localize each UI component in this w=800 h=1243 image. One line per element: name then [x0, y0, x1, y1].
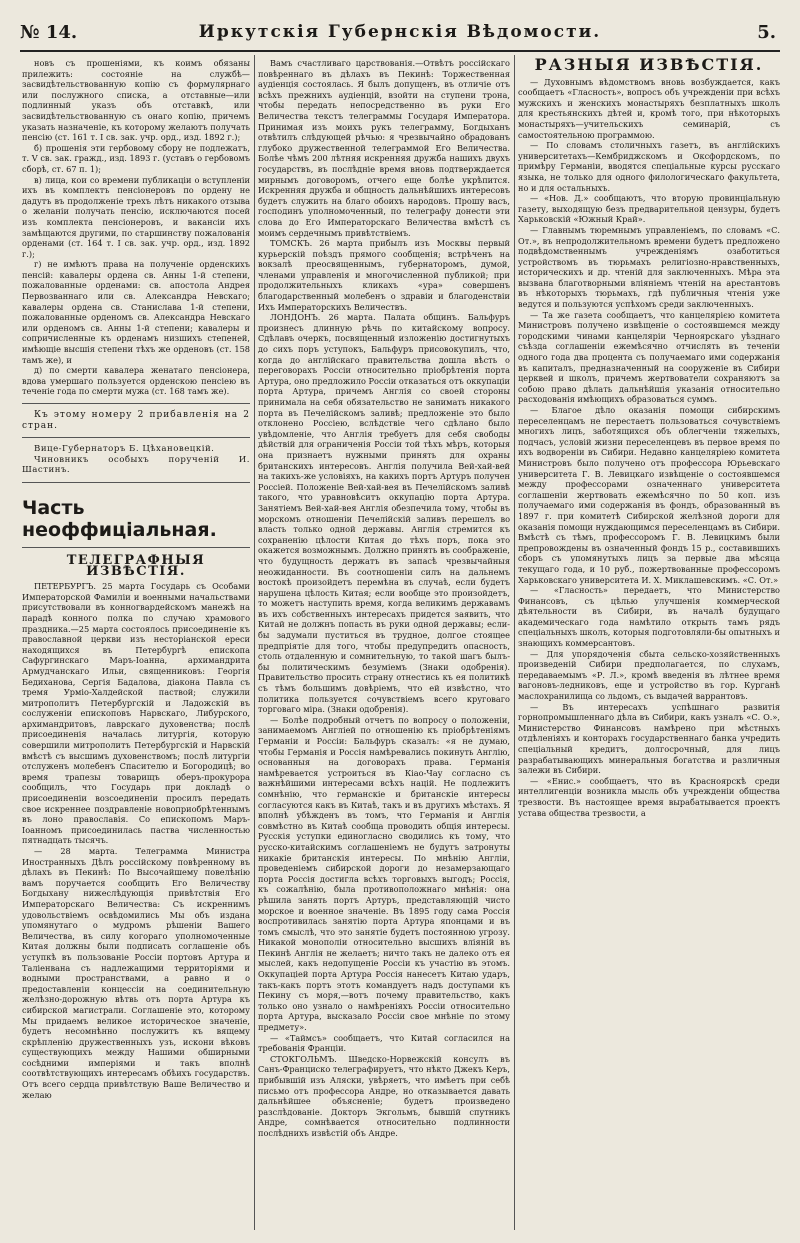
- paragraph: ТОМСКЪ. 26 марта прибылъ изъ Москвы первый курьерскій поѣздъ прямого сообщенія; встрѣченъ на вокзалѣ преосвященнымъ, губернаторомъ, думой, членами управленія и многочисленной публикой; при продолжительныхъ кликахъ «ура» совершенъ благодарственный молебенъ о здравіи и благоденствіи Ихъ Императорскихъ Величествъ.: [258, 238, 510, 312]
- header-rule: [20, 50, 780, 52]
- paragraph: — «Енис.» сообщаетъ, что въ Красноярскѣ среди интеллигенціи возникла мысль объ учрежденіи общества трезвости. Въ настоящее время вырабатывается проектъ устава общества трезвости, а: [518, 775, 780, 818]
- supplement-note: Къ этому номеру 2 прибавленія на 2 стран.: [22, 410, 250, 431]
- page-header: [20, 14, 780, 48]
- paragraph: г) не имѣютъ права на полученіе орденскихъ пенсій: кавалеры ордена св. Анны 1-й степени, пожалованные орденами: св. апостола Андрея Первозваннаго или св. Александра Невскаго; кавалеры ордена св. Станислава 1-й степени, пожалованные орденомъ св. Александра Невскаго или орденомъ св. Анны 1-й степени; кавалеры и сопричисленные къ орденамъ низшихъ степеней, имѣющіе высшія степени тѣхъ же орденовъ (ст. 158 тамъ же), и: [22, 259, 250, 365]
- section-title: Часть неоффиціальная.: [22, 496, 217, 541]
- paragraph: — Духовнымъ вѣдомствомъ вновь возбуждается, какъ сообщаетъ «Гласность», вопросъ объ учрежденіи при всѣхъ мужскихъ и женскихъ монастыряхъ безплатныхъ школъ для крестьянскихъ дѣтей и, кромѣ того, при нѣкоторыхъ монастыряхъ—учительскихъ семинарій, съ самостоятельною программою.: [518, 76, 780, 140]
- page-number: 5.: [757, 22, 776, 43]
- paragraph: — «Гласность» передаетъ, что Министерство Финансовъ, съ цѣлью улучшенія коммерческой дѣятельности въ Сибири, въ началѣ будущаго академическаго года намѣтило открыть тамъ рядъ спеціальныхъ школъ, которыя подготовляли-бы опытныхъ и знающихъ коммерсантовъ.: [518, 585, 780, 649]
- paragraph: ЛОНДОНЪ. 26 марта. Палата общинъ. Бальфуръ произнесъ длинную рѣчь по китайскому вопросу. Сдѣлавъ очеркъ, посвященный изложенію достигнутыхъ до сихъ поръ уступокъ, Бальфуръ присовокупилъ, что, когда до англійскаго правительства дошла вѣсть о переговорахъ Россіи относительно пріобрѣтенія порта Артура, оно предложило Россіи отказаться отъ оккупаціи порта Артура, причемъ Англія со своей стороны принимала на себя обязательство не занимать никакого порта въ Печелійскомъ заливѣ; предложеніе это было отклонено Россіею, вслѣдствіе чего сдѣлано было увѣдомленіе, что Англія требуетъ для себя свободы дѣйствій для ограниченія Россіи той тѣхъ мѣръ, которыя она признаетъ нужными принять для охраны британскихъ интересовъ. Англія получила Вей-хай-вей на такихъ-же условіяхъ, на какихъ портъ Артуръ получен Россіей. Положеніе Вей-хай-вея въ Печелійскомъ заливѣ такого, что уравновѣситъ оккупацію порта Артура. Занятіемъ Вей-хай-вея Англія обезпечила тому, чтобы въ морскомъ отношеніи Печелійскій заливъ перешелъ во власть только одной державы. Англія стремится къ сохраненію цѣлости Китая до тѣхъ поръ, пока это окажется возможнымъ. Должно принять въ соображеніе, что будущность держатъ въ запасѣ чрезвычайныя неожиданности. Въ соотношеніи силъ на дальнемъ востокѣ произойдетъ перемѣна въ случаѣ, если будетъ нарушена цѣлость Китая; если вообще это произойдетъ, то можетъ наступить время, когда великимъ державамъ въ ихъ собственныхъ интересахъ придется заявить, что Китай не должнъ попасть въ руки одной державы; если-бы задумали пуститься въ трудное, долгое стоящее предпріятіе для того, чтобы предупредить опасность, столь отдаленную и сомнительную, то такой шагъ былъ-бы политическимъ безуміемъ (Знаки одобренія). Правительство просить страну отнестись къ ея политикѣ съ тѣмъ большимъ довѣріемъ, что ей извѣстно, что политика пользуется сочувствіемъ всего круговаго торговаго міра. (Знаки одобренія).: [258, 312, 510, 715]
- news-heading: РАЗНЫЯ ИЗВѢСТІЯ.: [534, 58, 764, 74]
- paragraph: СТОКГОЛЬМЪ. Шведско-Норвежскій консулъ въ Санъ-Франциско телеграфируетъ, что нѣкто Джекъ Керъ, прибывшій изъ Аляски, увѣряетъ, что имѣетъ при себѣ письмо отъ профессора Андре, но отказывается давать дальнѣйшее объясненіе; будетъ произведено разслѣдованіе. Докторъ Экгольмъ, бывшій спутникъ Андре, сомнѣвается относительно подлинности послѣднихъ извѣстій объ Андре.: [258, 1053, 510, 1138]
- paragraph: — Болѣе подробный отчетъ по вопросу о положеніи, занимаемомъ Англіей по отношенію къ пріобрѣтеніямъ Германіи и Россіи: Бальфуръ сказалъ: «я не думаю, чтобы Германія и Россія намѣревались покинуть Англію, основанныя на договорахъ права. Германія намѣревается устроиться въ Кіао-Чау согласно съ важнѣйшими интересами всѣхъ націй. Не подлежитъ сомнѣнію, что германскіе и британскіе интересы согласуются какъ въ Китаѣ, такъ и въ другихъ мѣстахъ. Я вполнѣ убѣжденъ въ томъ, что Германія и Англія совмѣстно въ Китаѣ сообща проводить общія интересы. Русскія уступки единогласно сводились къ тому, что русско-китайскимъ соглашеніемъ не будутъ затронуты никакіе британскія интересы. По мнѣнію Англіи, проведеніемъ сибирской дороги до незамерзающаго порта Россія достигла всѣхъ торговыхъ выгодъ; Россія, къ сожалѣнію, была противоположнаго мнѣнія: она рѣшила занять портъ Артуръ, представляющій чисто морское и военное значеніе. Въ 1895 году сама Россія воспротивилась занятію порта Артура японцами и въ томъ смыслѣ, что это занятіе будетъ постоянною угрозу. Никакой монополіи относительно высшихъ вліяній въ Пекинѣ Англія не желаетъ; ничто такъ не далеко отъ ея мыслей, какъ недопущеніе Россіи къ участію въ этомъ. Оккупаціей порта Артура Россія нанесетъ Китаю ударъ, такъ-какъ портъ этотъ командуетъ надъ доступами къ Пекину съ моря,—вотъ почему правительство, какъ только оно узнало о намѣреніяхъ Россіи относительно порта Артура, высказало Россіи свое мнѣніе по этому предмету».: [258, 714, 510, 1033]
- paragraph: — По словамъ столичныхъ газетъ, въ англійскихъ университетахъ—Кембриджскомъ и Оксфордскомъ, по примѣру Германіи, вводятся спеціальные курсы русскаго языка, не только для одного филологическаго факультета, но и для остальныхъ.: [518, 140, 780, 193]
- paragraph: д) по смерти кавалера женатаго пенсіонера, вдова умершаго пользуется орденскою пенсіею въ теченіе года по смерти мужа (ст. 168 тамъ же).: [22, 365, 250, 397]
- divider: [22, 547, 250, 548]
- paragraph: — Главнымъ тюремнымъ управленіемъ, по словамъ «С. От.», въ непродолжительномъ времени будетъ предложено подвѣдомственнымъ учрежденіямъ озаботиться устройствомъ въ тюрьмахъ религіозно-нравственныхъ, историческихъ и др. чтеній для заключенныхъ. Мѣра эта вызвана благотворными вліяніемъ чтеній на арестантовъ въ нѣкоторыхъ тюрьмахъ, гдѣ публичныя чтенія уже ведутся и пользуются успѣхомъ среди заключенныхъ.: [518, 224, 780, 310]
- column-right: [518, 58, 780, 1233]
- issue-number: № 14.: [20, 22, 78, 43]
- newspaper-title: Иркутскія Губернскія Вѣдомости.: [198, 22, 602, 42]
- signature-official: Чиновникъ особыхъ порученій И. Шастинъ.: [22, 454, 250, 476]
- paragraph: — Для упорядоченія сбыта сельско-хозяйственныхъ произведеній Сибири предполагается, по слухамъ, передаваемымъ «Р. Л.», кромѣ введенія въ лѣтнее время вагоновъ-ледниковъ, еще и устройство въ гор. Курганѣ маслохранилища со льдомъ, съ выдачей варрантовъ.: [518, 648, 780, 702]
- column-divider: [254, 55, 255, 1230]
- paragraph: — 28 марта. Телеграмма Министра Иностранныхъ Дѣлъ россійскому повѣренному въ дѣлахъ въ Пекинѣ: По Высочайшему повелѣнію вамъ поручается сообщить Его Величеству Богдыхану нижеслѣдующія привѣтствія Его Императорскаго Величества: Съ искреннимъ удовольствіемъ освѣдомились Мы объ издана упомянутаго о мудромъ рѣшеніи Вашего Величества, въ силу когораго уполномоченные Китая должны были подписать соглашеніе объ уступкѣ въ пользованіе Россіи портовъ Артура и Таліенвана съ надлежащими территоріями и водными пространствами, а равно и о предоставленіи концессіи на соединительную желѣзно-дорожную вѣтвь отъ порта Артура къ сибирской магистрали. Соглашеніе это, которому Мы придаемъ великое историческое значеніе, будетъ несомнѣнно послужитъ къ вящему скрѣпленію дружественныхъ узъ, искони вѣковъ существующихъ между Нашими обширными сосѣдними имперіями и такъ вполнѣ соотвѣтствующихъ интересамъ обѣихъ государствъ. Отъ всего сердца привѣтствую Ваше Величество и желаю: [22, 846, 250, 1100]
- divider: [22, 437, 250, 438]
- divider: [22, 482, 250, 483]
- paragraph: б) прошенія эти гербовому сбору не подлежатъ, т. V св. зак. гражд., изд. 1893 г. (уставъ о гербовомъ сборѣ, ст. 67 п. 1);: [22, 142, 250, 174]
- column-left: [22, 58, 250, 1233]
- column-divider: [514, 55, 515, 1230]
- paragraph: — Благое дѣло оказанія помощи сибирскимъ переселенцамъ не перестаетъ пользоваться сочувствіемъ многихъ лицъ, заботящихся объ облегченіи тяжелыхъ, подчасъ, условій жизни переселенцевъ въ первое время по ихъ водвореніи въ Сибири. Недавно канцеляріею комитета Министровъ было получено отъ профессора Юрьевскаго университета Г. В. Левицкаго извѣщеніе о состоявшемся между профессорами означеннаго университета соглашеніи жертвовать ежемѣсячно по 50 коп. изъ получаемаго ими содержанія въ фондъ, образованный въ 1897 г. при комитетѣ Сибирской желѣзной дороги для оказанія помощи нуждающимся переселенцамъ въ Сибири. Вмѣстѣ съ тѣмъ, профессоромъ Г. В. Левицкимъ были препровождены въ означенный фондъ 15 р., составившихъ сборъ съ упомянутыхъ лицъ за первые два мѣсяца текущаго года, и 10 руб., пожертвованные профессоромъ Харьковскаго университета И. Х. Миклашевскимъ. «С. От.»: [518, 405, 780, 585]
- paragraph: — «Нов. Д.» сообщаютъ, что вторую провинціальную газету, выходящую безъ предварительной цензуры, будетъ Харьковскій «Южный Край».: [518, 193, 780, 225]
- paragraph: в) лица, кои со времени публикаціи о вступленіи ихъ въ комплектъ пенсіонеровъ по ордену не дадутъ въ продолженіе трехъ лѣтъ никакого отзыва о желаніи получать пенсію, исключаются посей изъ комплекта пенсіонеровъ, и вакансіи ихъ замѣщаются другими, по старшинству пожалованія орденами (ст. 164 т. I св. зак. учр. орд., изд. 1892 г.);: [22, 174, 250, 259]
- signature-vice-governor: Вице-Губернаторъ Б. Цѣхановецкій.: [34, 444, 215, 455]
- paragraph: — Та же газета сообщаетъ, что канцелярією комитета Министровъ получено извѣщеніе о состоявшемся между городскими чинами канцеляріи Черноярскаго уѣзднаго съѣзда соглашеніи ежемѣсячно отчислять въ теченіи одного года два процента съ получаемаго ими содержанія въ капиталъ, предназначенный на сооруженіе въ Сибири церквей и школъ, причемъ жертвователи сохраняютъ за собою право дѣлать дальнѣйшія указанія относительно расходованія имѣющихъ образоваться суммъ.: [518, 309, 780, 405]
- paragraph: Вамъ счастливаго царствованія.—Отвѣтъ россійскаго повѣреннаго въ дѣлахъ въ Пекинѣ: Торжественная аудіенція состоялась. Я былъ допущенъ, въ отличіе отъ всѣхъ прежнихъ аудіенцій, взойти на ступени трона, чтобы передать непосредственно въ руки Его Величества текстъ телеграммы Государя Императора. Принимая изъ моихъ рукъ телеграмму, Богдыханъ отвѣтилъ слѣдующей рѣчью: я чрезвычайно обрадованъ глубоко дружественной телеграммой Его Величества. Болѣе чѣмъ 200 лѣтняя искренняя дружба нашихъ двухъ государствъ, въ послѣдніе время вновь подтверждается мирнымъ договоромъ, отчего еще болѣе укрѣпится. Искренняя дружба и общность дальнѣйшихъ интересовъ будетъ служить на благо обоихъ народовъ. Прошу васъ, господинъ уполномоченный, по телеграфу донести эти слова до Его Императорскаго Величества вмѣстѣ съ моимъ сердечнымъ привѣтствіемъ.: [258, 58, 510, 238]
- divider: [22, 403, 250, 404]
- telegraph-heading: ТЕЛЕГРАФНЫЯ ИЗВѢСТІЯ.: [66, 552, 206, 579]
- paragraph: — «Таймсъ» сообщаетъ, что Китай согласился на требованія Франціи.: [258, 1032, 510, 1054]
- paragraph: — Въ интересахъ успѣшнаго развитія горнопромышленнаго дѣла въ Сибири, какъ узналъ «С. О.», Министерство Финансовъ намѣрено при мѣстныхъ отдѣленіяхъ и конторахъ государственнаго банка учредить спеціальный кредитъ, долгосрочный, для лицъ разрабатывающихъ минеральныя богатства и различныя залежи въ Сибири.: [518, 701, 780, 776]
- column-middle: [258, 58, 510, 1233]
- paragraph: ПЕТЕРБУРГЪ. 25 марта Государь съ Особами Императорской Фамиліи и военными начальствами присутствовали въ конногвардейскомъ манежѣ на парадѣ конного полка по случаю храмового праздника.—25 марта состоялось присоединеніе къ православной церкви изъ несторіанской ереси находящихся въ Петербургѣ епископа Сафургинскаго Маръ-Іоанна, архимандрита Армудчанскаго Ильи, священниковъ: Георгія Бедиханова, Сергія Бадалова, діакона Павла съ тремя Урміо-Халдейской паствой; служили митрополитъ Петербургскій и Ладожскій въ сослуженіи епископовъ Нарвскаго, Либурского, архимандритовъ, лаврскаго духовенства; послѣ присоединенія началась литургія, которую совершили митрополитъ Петербургскій и Нарвскій вмѣстѣ съ высшимъ духовенствомъ; послѣ литургіи отслуженъ молебенъ Спасителю и Богородицѣ; во время трапезы товарищъ оберъ-прокурора сообщилъ, что Государь при докладѣ о присоединеніи возсоединеніи просилъ передать свое искреннее поздравленіе новоприобрѣтеннымъ въ лоно православія. Со епископомъ Маръ-Іоанномъ присоединилась паства численностью пятнадцать тысячъ.: [22, 581, 250, 846]
- paragraph: новъ съ прошеніями, къ коимъ обязаны прилежить: состояніе на службѣ—засвидѣтельствованную копію съ формулярнаго или послужного списка, а отставные—или подлинный указъ объ отставкѣ, или засвидѣтельствованную съ онаго копію, причемъ указать назначеніе, къ которому желаютъ получать пенсію (ст. 161 т. I св. зак. учр. орд., изд. 1892 г.);: [22, 58, 250, 143]
